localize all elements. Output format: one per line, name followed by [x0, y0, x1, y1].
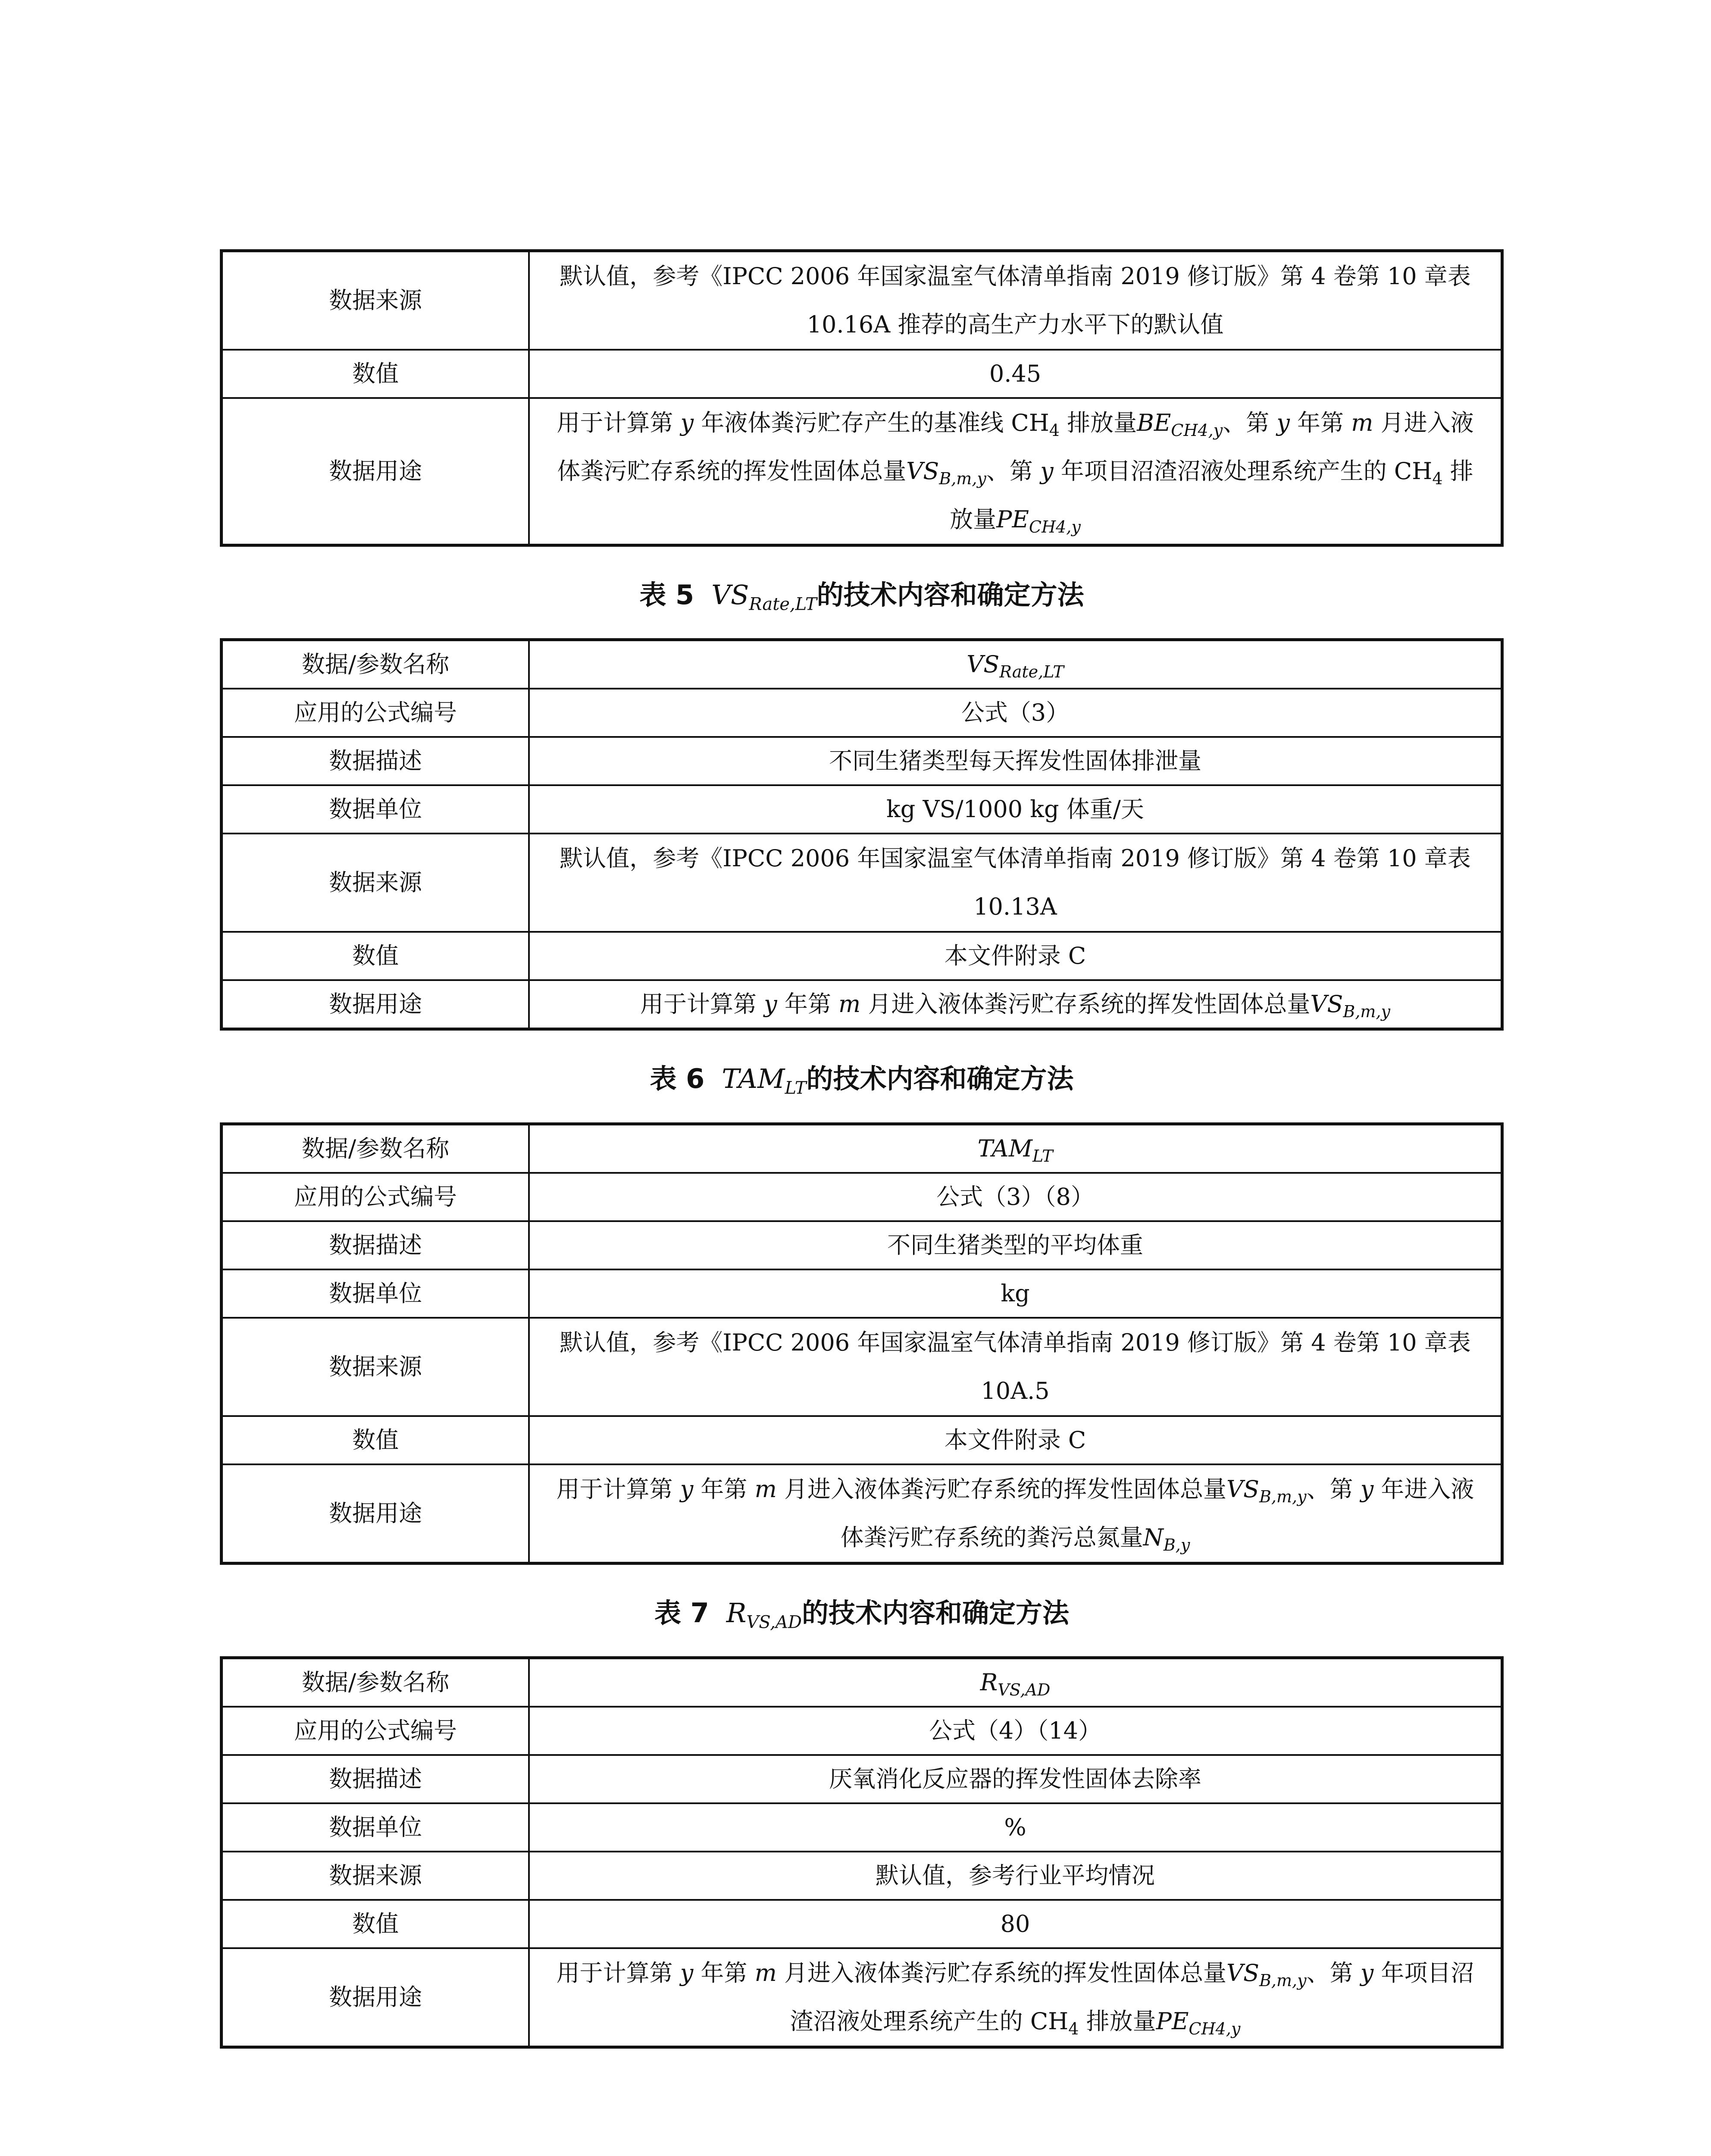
table-row: 应用的公式编号 公式（3） [222, 689, 1502, 737]
symbol-vs: $VS_{B,m,y}$ [906, 458, 986, 488]
row-value: 默认值，参考《IPCC 2006 年国家温室气体清单指南 2019 修订版》第 4 卷第 10 章表 10.16A 推荐的高生产力水平下的默认值 [529, 251, 1502, 350]
row-label: 数值 [222, 350, 529, 398]
table-continued [220, 249, 1504, 547]
table-6-caption: 表 6 $TAM_{LT}$的技术内容和确定方法 [650, 1063, 1074, 1098]
table-row: 数据来源 默认值，参考《IPCC 2006 年国家温室气体清单指南 2019 修订版》第 4 卷第 10 章表 10.13A [222, 834, 1502, 932]
table-row: 应用的公式编号 公式（3）（8） [222, 1173, 1502, 1221]
table-row [222, 251, 1502, 350]
table-row: 数值 80 [222, 1900, 1502, 1948]
row-value: 0.45 [529, 350, 1502, 398]
table-row: 数据/参数名称 $R_{VS,AD}$ [222, 1658, 1502, 1707]
table-row: 数据来源 默认值，参考《IPCC 2006 年国家温室气体清单指南 2019 修订版》第 4 卷第 10 章表 10A.5 [222, 1318, 1502, 1416]
table-row: 数据描述 厌氧消化反应器的挥发性固体去除率 [222, 1755, 1502, 1803]
table-row: 数据/参数名称 $TAM_{LT}$ [222, 1124, 1502, 1173]
table-row: 数据描述 不同生猪类型的平均体重 [222, 1221, 1502, 1269]
table-row: 数据/参数名称 $VS_{Rate,LT}$ [222, 640, 1502, 689]
symbol-pe: $PE_{CH4,y}$ [996, 506, 1081, 536]
table-row [222, 398, 1502, 545]
table-row: 数据用途 用于计算第 y 年第 m 月进入液体粪污贮存系统的挥发性固体总量$VS_{B,m,y}$、第 y 年进入液体粪污贮存系统的粪污总氮量$N_{B,y}$ [222, 1464, 1502, 1564]
table-row: 数值 本文件附录 C [222, 1416, 1502, 1464]
table-row: 数据用途 用于计算第 y 年第 m 月进入液体粪污贮存系统的挥发性固体总量$VS_{B,m,y}$ [222, 980, 1502, 1029]
row-value: 用于计算第 y 年液体粪污贮存产生的基准线 $CH_4$ 排放量$BE_{CH4,y}$、第 y 年第 m 月进入液体粪污贮存系统的挥发性固体总量$VS_{B,m,y}$、第 y 年项目沼渣沼液处理系统产生的 $CH_4$ 排放量$PE_{CH4,y}$ [529, 398, 1502, 545]
table-row: 数据单位 % [222, 1803, 1502, 1852]
table-row: 数据描述 不同生猪类型每天挥发性固体排泄量 [222, 737, 1502, 785]
page-content [220, 249, 1504, 2049]
table-7-caption: 表 7 $R_{VS,AD}$的技术内容和确定方法 [654, 1597, 1069, 1633]
table-row: 数据来源 默认值，参考行业平均情况 [222, 1852, 1502, 1900]
table-5-caption: 表 5 $VS_{Rate,LT}$的技术内容和确定方法 [639, 579, 1084, 614]
table-row [222, 350, 1502, 398]
table-row: 数据单位 kg [222, 1269, 1502, 1318]
table-5 [220, 638, 1504, 1031]
row-label: 数据用途 [222, 398, 529, 545]
table-row: 数据单位 kg VS/1000 kg 体重/天 [222, 785, 1502, 834]
table-6 [220, 1122, 1504, 1565]
symbol-be: $BE_{CH4,y}$ [1137, 409, 1223, 440]
row-label: 数据来源 [222, 251, 529, 350]
table-7 [220, 1656, 1504, 2049]
table-row: 数值 本文件附录 C [222, 932, 1502, 980]
table-row: 数据用途 用于计算第 y 年第 m 月进入液体粪污贮存系统的挥发性固体总量$VS_{B,m,y}$、第 y 年项目沼渣沼液处理系统产生的 $CH_4$ 排放量$PE_{CH4,y}$ [222, 1948, 1502, 2047]
table-row: 应用的公式编号 公式（4）（14） [222, 1707, 1502, 1755]
